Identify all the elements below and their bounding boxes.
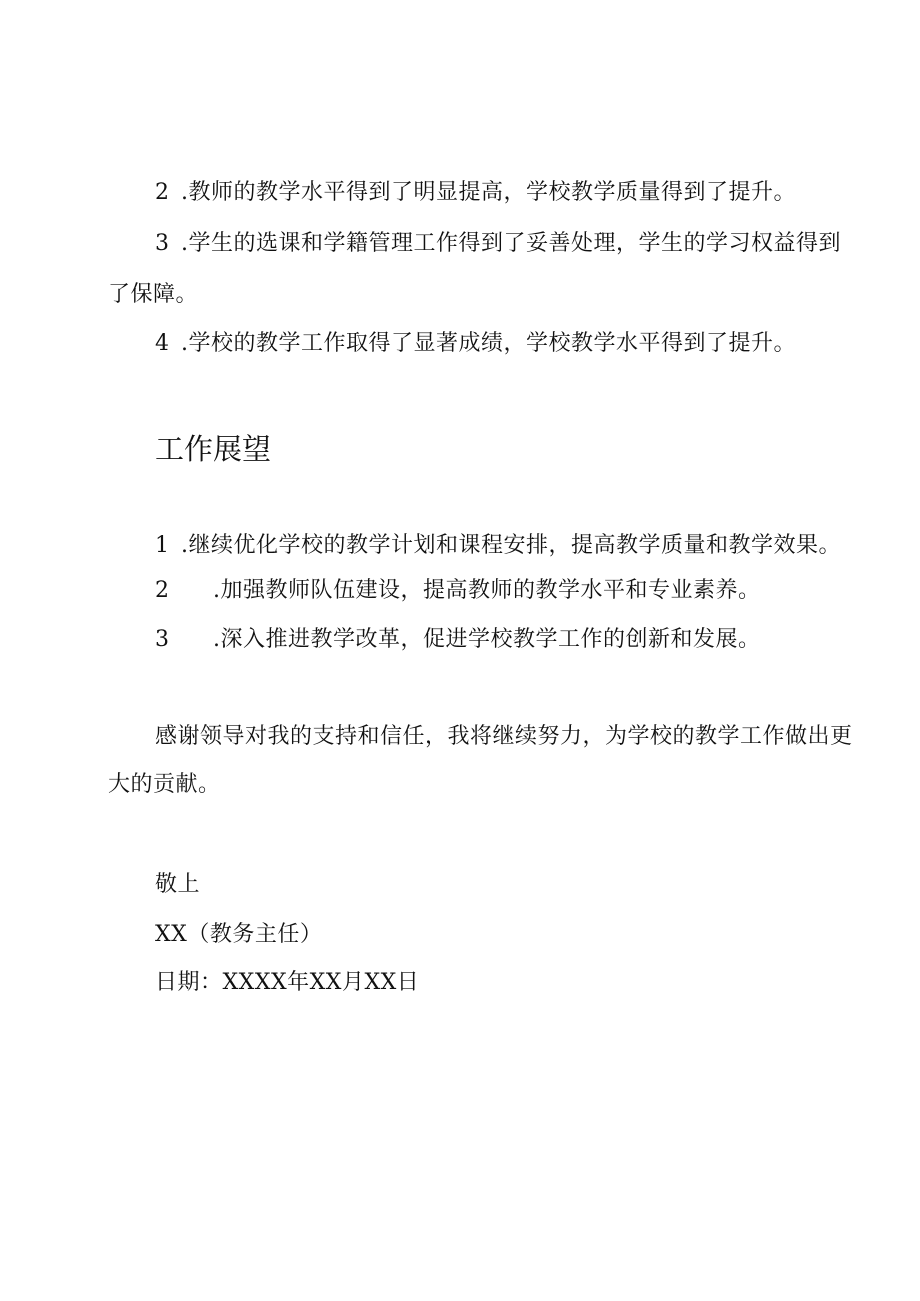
achievement-item-3 [155, 229, 841, 259]
item-number: 1 [155, 533, 170, 558]
item-number: 3 [155, 627, 170, 652]
outlook-item-1 [155, 531, 841, 561]
item-text: .教师的教学水平得到了明显提高，学校教学质量得到了提升。 [181, 180, 796, 205]
item-text: .深入推进教学改革，促进学校教学工作的创新和发展。 [213, 627, 761, 652]
achievement-item-3-continuation: 了保障。 [108, 282, 199, 307]
signature-salutation: 敬上 [155, 872, 201, 897]
closing-line-2: 大的贡献。 [108, 772, 221, 797]
item-text: .继续优化学校的教学计划和课程安排，提高教学质量和教学效果。 [181, 533, 841, 558]
outlook-item-3 [155, 625, 761, 655]
signature-date: 日期：XXXX年XX月XX日 [155, 970, 420, 995]
item-number: 4 [155, 331, 170, 356]
item-text: .学校的教学工作取得了显著成绩，学校教学水平得到了提升。 [181, 331, 796, 356]
achievement-item-2 [155, 178, 796, 208]
outlook-item-2 [155, 576, 761, 606]
achievement-item-4 [155, 329, 796, 359]
item-text: .学生的选课和学籍管理工作得到了妥善处理，学生的学习权益得到 [181, 231, 841, 256]
item-text: .加强教师队伍建设，提高教师的教学水平和专业素养。 [213, 578, 761, 603]
signature-name: XX（教务主任） [155, 922, 323, 947]
item-number: 3 [155, 231, 170, 256]
item-number: 2 [155, 578, 170, 603]
closing-line-1: 感谢领导对我的支持和信任，我将继续努力，为学校的教学工作做出更 [155, 724, 853, 749]
item-number: 2 [155, 180, 170, 205]
section-heading-outlook: 工作展望 [155, 432, 272, 466]
